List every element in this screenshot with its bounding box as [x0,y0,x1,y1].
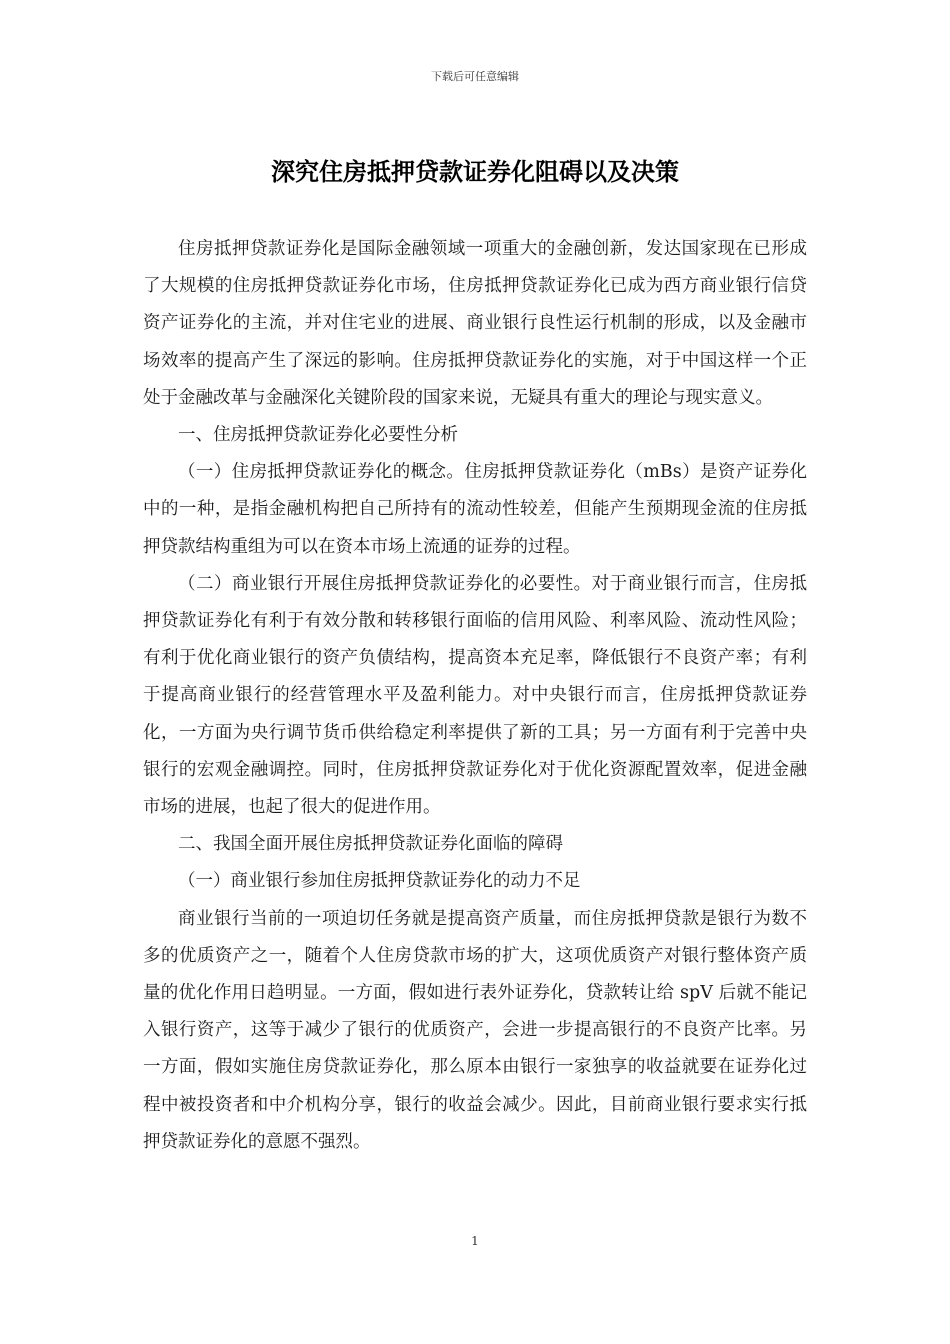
document-body [143,231,807,1161]
document-title: 深究住房抵押贷款证券化阻碍以及决策 [271,157,679,186]
subsection-1-2-paragraph: （二）商业银行开展住房抵押贷款证券化的必要性。对于商业银行而言，住房抵押贷款证券化有利于有效分散和转移银行面临的信用风险、利率风险、流动性风险；有利于优化商业银行的资产负债结构，提高资本充足率，降低银行不良资产率；有利于提高商业银行的经营管理水平及盈利能力。对中央银行而言，住房抵押贷款证券化，一方面为央行调节货币供给稳定利率提供了新的工具；另一方面有利于完善中央银行的宏观金融调控。同时，住房抵押贷款证券化对于优化资源配置效率，促进金融市场的进展，也起了很大的促进作用。 [143,573,807,818]
section-heading-2: 二、我国全面开展住房抵押贷款证券化面临的障碍 [178,834,563,855]
header-note: 下载后可任意编辑 [431,70,519,83]
subsection-1-1-paragraph: （一）住房抵押贷款证券化的概念。住房抵押贷款证券化（mBs）是资产证券化中的一种，是指金融机构把自己所持有的流动性较差，但能产生预期现金流的住房抵押贷款结构重组为可以在资本市场上流通的证券的过程。 [143,462,807,557]
subsection-2-1-paragraph: 商业银行当前的一项迫切任务就是提高资产质量，而住房抵押贷款是银行为数不多的优质资产之一，随着个人住房贷款市场的扩大，这项优质资产对银行整体资产质量的优化作用日趋明显。一方面，假如进行表外证券化，贷款转让给 spV 后就不能记入银行资产，这等于减少了银行的优质资产，会进一步提高银行的不良资产比率。另一方面，假如实施住房贷款证券化，那么原本由银行一家独享的收益就要在证券化过程中被投资者和中介机构分享，银行的收益会减少。因此，目前商业银行要求实行抵押贷款证券化的意愿不强烈。 [143,908,807,1152]
subsection-heading-2-1: （一）商业银行参加住房抵押贷款证券化的动力不足 [178,871,581,892]
section-heading-1: 一、住房抵押贷款证券化必要性分析 [178,425,458,446]
intro-paragraph: 住房抵押贷款证券化是国际金融领域一项重大的金融创新，发达国家现在已形成了大规模的住房抵押贷款证券化市场，住房抵押贷款证券化已成为西方商业银行信贷资产证券化的主流，并对住宅业的进展、商业银行良性运行机制的形成，以及金融市场效率的提高产生了深远的影响。住房抵押贷款证券化的实施，对于中国这样一个正处于金融改革与金融深化关键阶段的国家来说，无疑具有重大的理论与现实意义。 [143,239,807,408]
page-number: 1 [471,1234,479,1248]
